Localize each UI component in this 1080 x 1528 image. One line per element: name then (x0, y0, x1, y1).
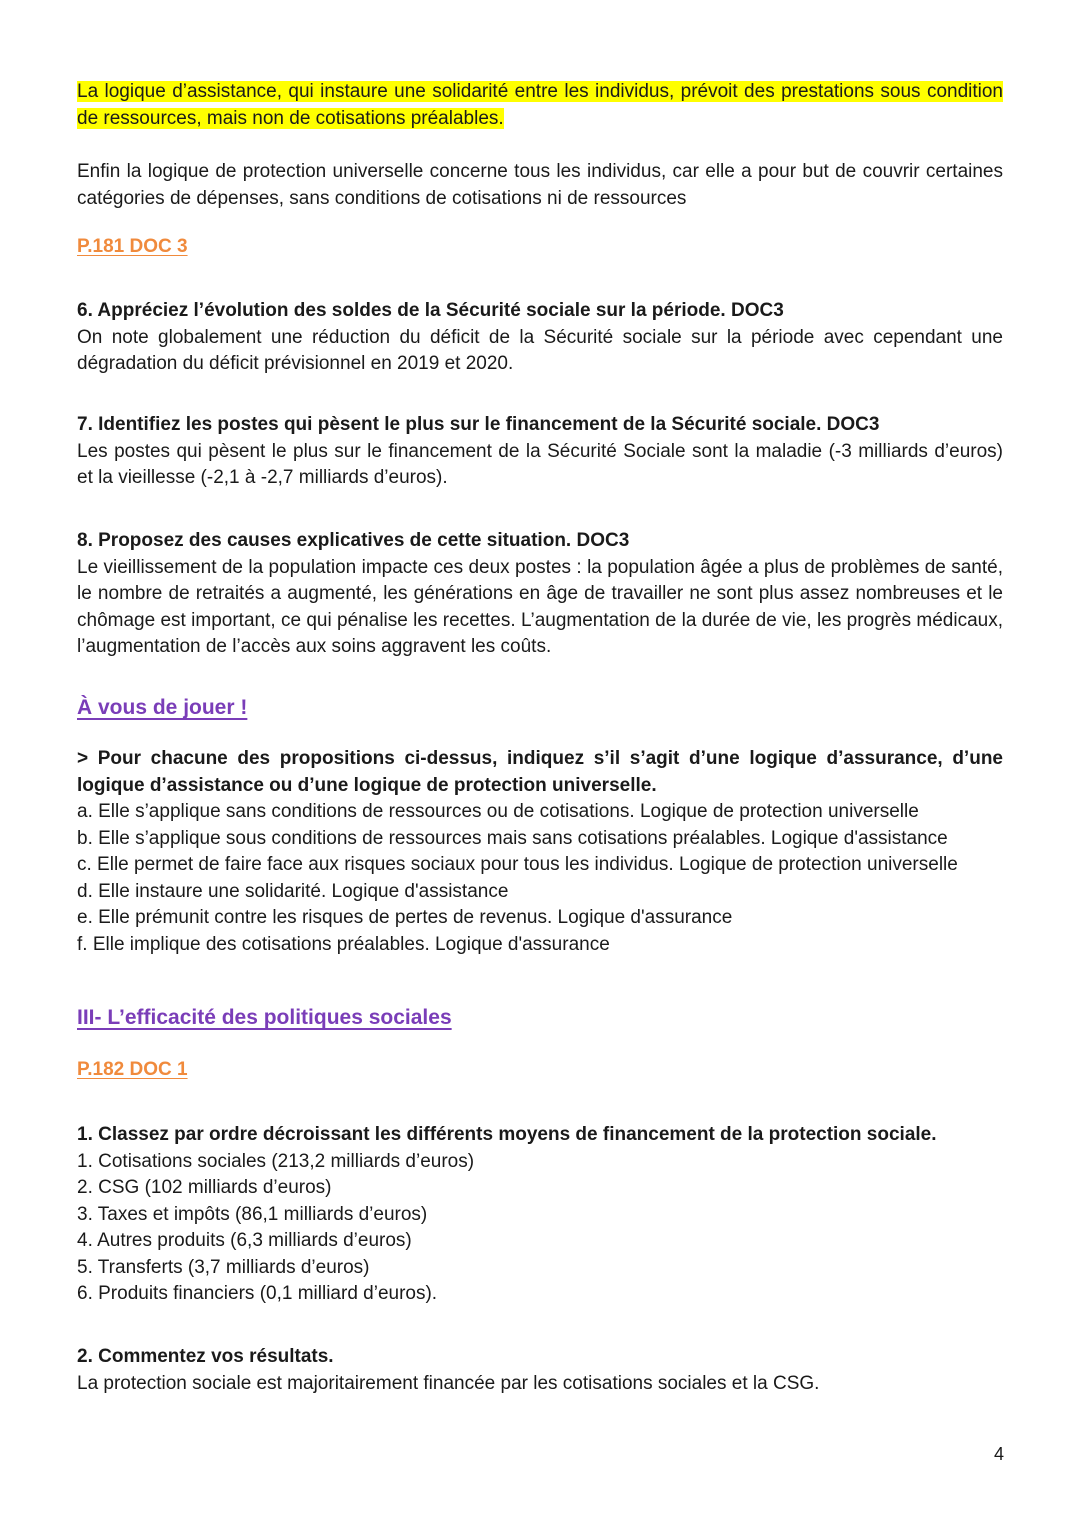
list-item: d. Elle instaure une solidarité. Logique d'assistance (77, 880, 509, 902)
answer-7: Les postes qui pèsent le plus sur le financement de la Sécurité Sociale sont la maladie (-3 milliards d’euros) et la vieillesse (-2,1 à -2,7 milliards d’euros). (77, 440, 1003, 488)
question-8: 8. Proposez des causes explicatives de cette situation. DOC3 (77, 530, 630, 551)
question-7: 7. Identifiez les postes qui pèsent le plus sur le financement de la Sécurité sociale. DOC3 (77, 414, 880, 435)
comment-block (77, 1344, 1003, 1397)
list-item: b. Elle s’applique sous conditions de ressources mais sans cotisations préalables. Logique d'assistance (77, 827, 948, 849)
doc3-reference-link[interactable]: P.181 DOC 3 (77, 236, 188, 257)
answer-8: Le vieillissement de la population impacte ces deux postes : la population âgée a plus de problèmes de santé, le nombre de retraités a augmenté, les générations en âge de travailler ne sont plus assez nombreuses et le chômage est important, ce qui pénalise les recettes. L’augmentation de la durée de vie, les progrès médicaux, l’augmentation de l’accès aux soins aggravent les coûts. (77, 556, 1003, 657)
question-2: 2. Commentez vos résultats. (77, 1346, 334, 1367)
assistance-highlight: La logique d’assistance, qui instaure une solidarité entre les individus, prévoit des prestations sous condition de ressources, mais non de cotisations préalables. (77, 81, 1003, 129)
page-number: 4 (993, 1444, 1004, 1464)
question-8-block (77, 528, 1003, 661)
ranking-block (77, 1122, 1003, 1308)
play-heading: À vous de jouer ! (77, 696, 248, 719)
play-block (77, 746, 1003, 958)
ranking-item: 1. Cotisations sociales (213,2 milliards d’euros) (77, 1150, 475, 1172)
list-item: e. Elle prémunit contre les risques de pertes de revenus. Logique d'assurance (77, 907, 733, 928)
ranking-item: 5. Transferts (3,7 milliards d’euros) (77, 1256, 370, 1278)
ranking-item: 6. Produits financiers (0,1 milliard d’euros). (77, 1283, 438, 1304)
question-6-block (77, 298, 1003, 378)
universal-paragraph: Enfin la logique de protection universelle concerne tous les individus, car elle a pour but de couvrir certaines catégories de dépenses, sans conditions de cotisations ni de ressources (77, 161, 1003, 209)
ranking-item: 4. Autres produits (6,3 milliards d’euros) (77, 1230, 412, 1251)
doc1-reference-link[interactable]: P.182 DOC 1 (77, 1059, 188, 1080)
list-item: c. Elle permet de faire face aux risques sociaux pour tous les individus. Logique de protection universelle (77, 854, 958, 875)
ranking-item: 2. CSG (102 milliards d’euros) (77, 1177, 332, 1198)
list-item: f. Elle implique des cotisations préalables. Logique d'assurance (77, 933, 610, 955)
play-instruction: > Pour chacune des propositions ci-dessus, indiquez s’il s’agit d’une logique d’assurance, d’une logique d’assistance ou d’une logique de protection universelle. (77, 748, 1003, 796)
assistance-paragraph (77, 79, 1003, 132)
section-3-heading: III- L’efficacité des politiques sociales (77, 1006, 452, 1029)
question-7-block (77, 412, 1003, 492)
question-1: 1. Classez par ordre décroissant les différents moyens de financement de la protection sociale. (77, 1124, 937, 1145)
ranking-item: 3. Taxes et impôts (86,1 milliards d’euros) (77, 1203, 428, 1225)
list-item: a. Elle s’applique sans conditions de ressources ou de cotisations. Logique de protection universelle (77, 801, 919, 822)
question-6: 6. Appréciez l’évolution des soldes de la Sécurité sociale sur la période. DOC3 (77, 300, 784, 321)
answer-2: La protection sociale est majoritairement financée par les cotisations sociales et la CSG. (77, 1372, 820, 1394)
answer-6: On note globalement une réduction du déficit de la Sécurité sociale sur la période avec cependant une dégradation du déficit prévisionnel en 2019 et 2020. (77, 326, 1003, 374)
